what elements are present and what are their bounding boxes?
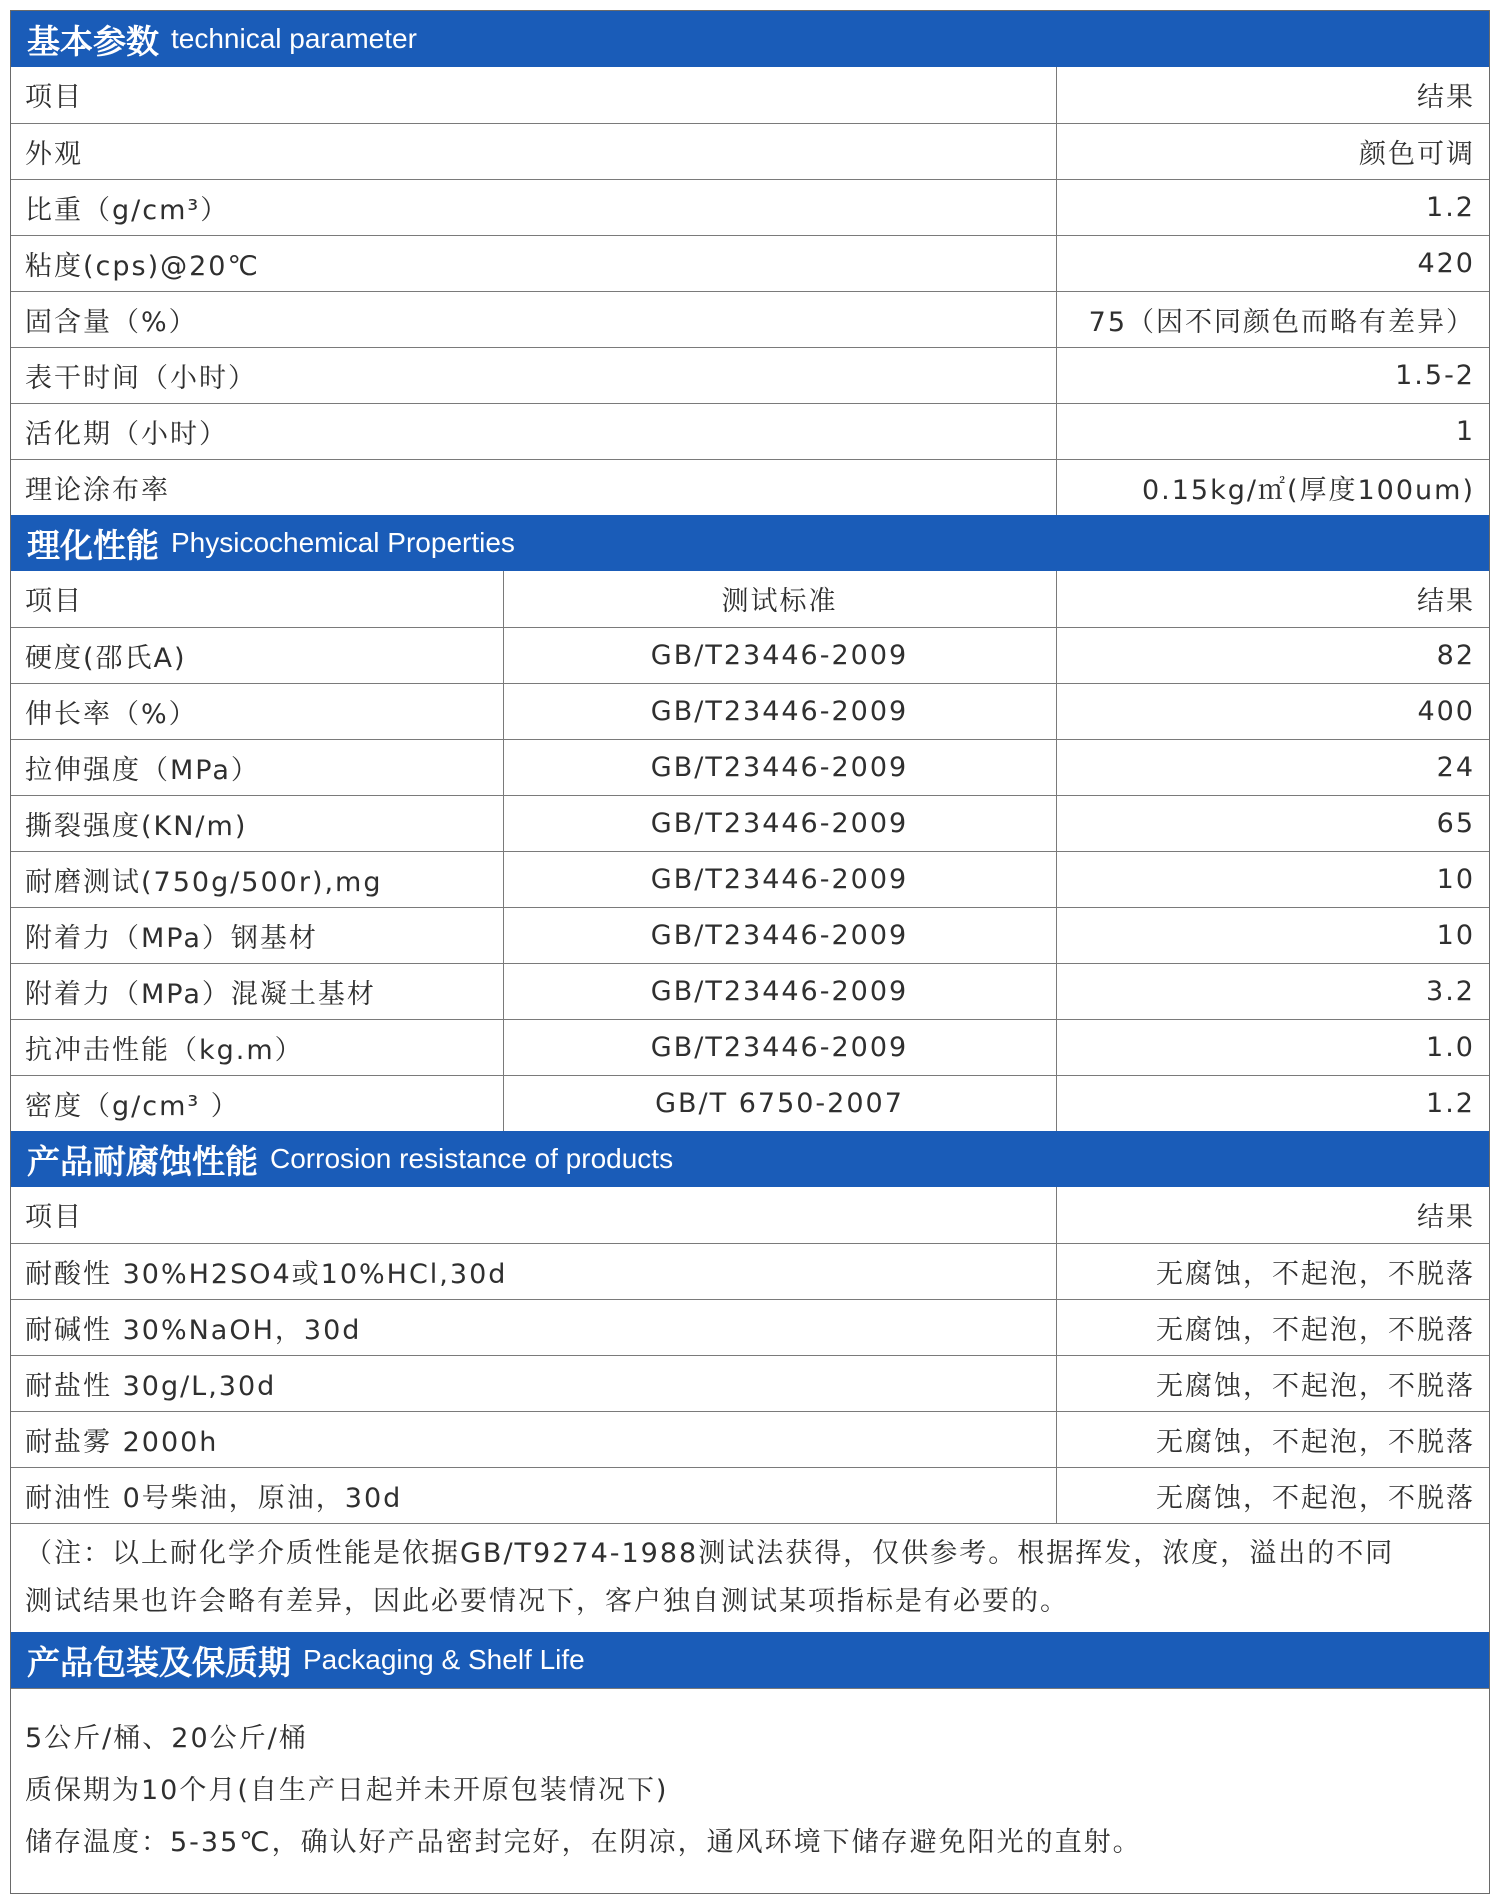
table-cell-result: 0.15kg/㎡(厚度100um) — [1056, 459, 1489, 515]
corrosion-resistance-table — [11, 1187, 1489, 1523]
table-row — [11, 1467, 1489, 1523]
table-cell-result: 无腐蚀，不起泡，不脱落 — [1056, 1299, 1489, 1355]
table-cell-item: 附着力（MPa）混凝土基材 — [11, 963, 503, 1019]
section-title-cn: 产品耐腐蚀性能 — [27, 1141, 258, 1181]
table-cell-item: 理论涂布率 — [11, 459, 1056, 515]
section-title-en: Physicochemical Properties — [171, 527, 515, 558]
table-cell-standard: GB/T23446-2009 — [503, 627, 1056, 683]
table-cell-item: 耐盐雾 2000h — [11, 1411, 1056, 1467]
table-row — [11, 1019, 1489, 1075]
section-title-en: Packaging & Shelf Life — [303, 1644, 585, 1675]
table-cell-result: 10 — [1056, 851, 1489, 907]
table-cell-result: 420 — [1056, 235, 1489, 291]
table-row — [11, 123, 1489, 179]
table-cell-result: 结果 — [1056, 67, 1489, 123]
table-row — [11, 571, 1489, 627]
table-cell-standard: GB/T23446-2009 — [503, 739, 1056, 795]
table-row — [11, 739, 1489, 795]
note-line: 测试结果也许会略有差异，因此必要情况下，客户独自测试某项指标是有必要的。 — [25, 1586, 1069, 1617]
table-cell-item: 拉伸强度（MPa） — [11, 739, 503, 795]
table-cell-item: 外观 — [11, 123, 1056, 179]
table-cell-result: 75（因不同颜色而略有差异） — [1056, 291, 1489, 347]
table-cell-item: 耐酸性 30%H2SO4或10%HCl,30d — [11, 1243, 1056, 1299]
table-row — [11, 851, 1489, 907]
table-cell-item: 项目 — [11, 67, 1056, 123]
table-cell-standard: GB/T23446-2009 — [503, 963, 1056, 1019]
table-row — [11, 627, 1489, 683]
table-row — [11, 235, 1489, 291]
table-cell-item: 硬度(邵氏A) — [11, 627, 503, 683]
table-cell-result: 1 — [1056, 403, 1489, 459]
section-title-en: technical parameter — [171, 23, 417, 54]
table-cell-result: 24 — [1056, 739, 1489, 795]
note-line: （注：以上耐化学介质性能是依据GB/T9274-1988测试法获得，仅供参考。根据挥发，浓度，溢出的不同 — [25, 1538, 1395, 1569]
section-title-cn: 基本参数 — [27, 21, 159, 61]
packaging-line: 5公斤/桶、20公斤/桶 — [25, 1723, 308, 1754]
packaging-info — [11, 1688, 1489, 1893]
table-row — [11, 1075, 1489, 1131]
table-row — [11, 1243, 1489, 1299]
table-row — [11, 1299, 1489, 1355]
table-cell-standard: GB/T23446-2009 — [503, 795, 1056, 851]
table-row — [11, 291, 1489, 347]
section-title-en: Corrosion resistance of products — [270, 1143, 674, 1174]
table-cell-result: 400 — [1056, 683, 1489, 739]
section-header-corrosion-resistance — [11, 1131, 1489, 1187]
table-cell-item: 固含量（%） — [11, 291, 1056, 347]
table-cell-result: 无腐蚀，不起泡，不脱落 — [1056, 1243, 1489, 1299]
table-cell-result: 1.2 — [1056, 179, 1489, 235]
table-cell-item: 耐碱性 30%NaOH，30d — [11, 1299, 1056, 1355]
section-header-technical-parameter — [11, 11, 1489, 67]
storage-line: 储存温度：5-35℃，确认好产品密封完好，在阴凉，通风环境下储存避免阳光的直射。 — [25, 1827, 1142, 1858]
table-cell-result: 无腐蚀，不起泡，不脱落 — [1056, 1411, 1489, 1467]
table-row — [11, 1355, 1489, 1411]
table-cell-item: 活化期（小时） — [11, 403, 1056, 459]
table-cell-result: 颜色可调 — [1056, 123, 1489, 179]
table-cell-item: 比重（g/cm³） — [11, 179, 1056, 235]
section-title-cn: 理化性能 — [27, 525, 159, 565]
table-row — [11, 1411, 1489, 1467]
section-title-cn: 产品包装及保质期 — [27, 1642, 291, 1682]
table-row — [11, 907, 1489, 963]
table-cell-standard: GB/T23446-2009 — [503, 851, 1056, 907]
section-header-packaging — [11, 1632, 1489, 1688]
table-row — [11, 67, 1489, 123]
table-cell-standard: GB/T23446-2009 — [503, 1019, 1056, 1075]
table-cell-item: 密度（g/cm³ ） — [11, 1075, 503, 1131]
table-cell-result: 无腐蚀，不起泡，不脱落 — [1056, 1355, 1489, 1411]
table-cell-result: 65 — [1056, 795, 1489, 851]
table-row — [11, 795, 1489, 851]
table-cell-standard: GB/T 6750-2007 — [503, 1075, 1056, 1131]
table-cell-result: 结果 — [1056, 1187, 1489, 1243]
table-cell-item: 粘度(cps)@20℃ — [11, 235, 1056, 291]
table-cell-result: 无腐蚀，不起泡，不脱落 — [1056, 1467, 1489, 1523]
table-row — [11, 1187, 1489, 1243]
table-row — [11, 403, 1489, 459]
table-cell-standard: 测试标准 — [503, 571, 1056, 627]
table-row — [11, 459, 1489, 515]
table-row — [11, 963, 1489, 1019]
table-row — [11, 683, 1489, 739]
table-row — [11, 347, 1489, 403]
table-cell-result: 3.2 — [1056, 963, 1489, 1019]
table-cell-item: 附着力（MPa）钢基材 — [11, 907, 503, 963]
product-datasheet — [10, 10, 1490, 1894]
table-cell-item: 耐油性 0号柴油，原油，30d — [11, 1467, 1056, 1523]
table-cell-item: 伸长率（%） — [11, 683, 503, 739]
table-cell-item: 抗冲击性能（kg.m） — [11, 1019, 503, 1075]
table-cell-item: 撕裂强度(KN/m) — [11, 795, 503, 851]
table-cell-result: 1.2 — [1056, 1075, 1489, 1131]
table-cell-result: 结果 — [1056, 571, 1489, 627]
table-cell-standard: GB/T23446-2009 — [503, 907, 1056, 963]
physicochemical-table — [11, 571, 1489, 1131]
section-header-physicochemical — [11, 515, 1489, 571]
table-cell-result: 82 — [1056, 627, 1489, 683]
table-cell-item: 项目 — [11, 1187, 1056, 1243]
table-cell-standard: GB/T23446-2009 — [503, 683, 1056, 739]
shelf-life-line: 质保期为10个月(自生产日起并未开原包装情况下) — [25, 1775, 669, 1806]
table-cell-result: 1.5-2 — [1056, 347, 1489, 403]
technical-parameter-table — [11, 67, 1489, 515]
table-cell-result: 1.0 — [1056, 1019, 1489, 1075]
table-cell-item: 耐磨测试(750g/500r),mg — [11, 851, 503, 907]
table-cell-result: 10 — [1056, 907, 1489, 963]
test-note — [11, 1523, 1489, 1632]
table-cell-item: 表干时间（小时） — [11, 347, 1056, 403]
table-row — [11, 179, 1489, 235]
table-cell-item: 耐盐性 30g/L,30d — [11, 1355, 1056, 1411]
table-cell-item: 项目 — [11, 571, 503, 627]
